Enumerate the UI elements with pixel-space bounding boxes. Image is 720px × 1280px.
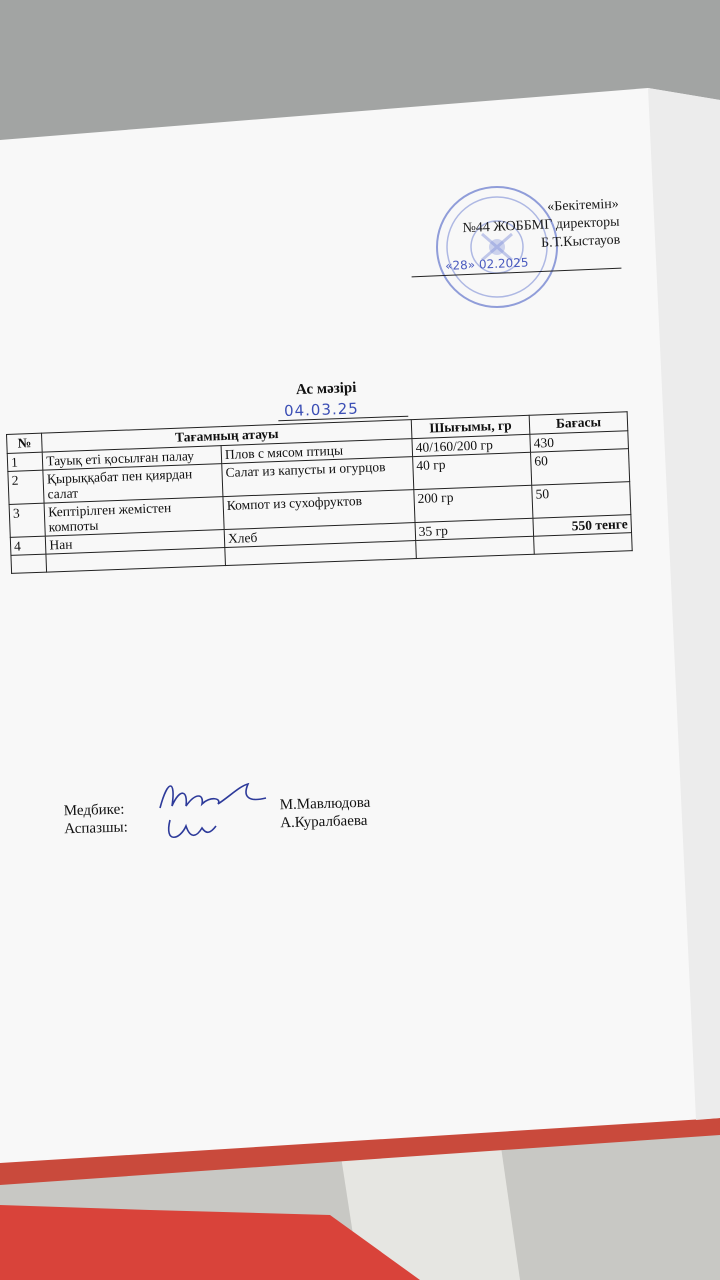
nurse-role: Медбике: [63, 801, 125, 820]
header-number: № [7, 433, 43, 453]
dish-name-ru: Компот из сухофруктов [223, 490, 415, 530]
approval-position: №44 ЖОББМГ директоры [462, 214, 620, 237]
dish-name-kz: Кептірілген жемістен компоты [44, 497, 224, 537]
total-price: 550 тенге [533, 515, 632, 537]
menu-table [6, 411, 633, 574]
approval-heading: «Бекітемін» [546, 196, 620, 215]
empty-cell [416, 536, 535, 558]
dish-price: 50 [532, 482, 631, 519]
dish-name-ru: Салат из капусты и огурцов [222, 457, 414, 497]
row-number: 3 [9, 503, 46, 537]
header-dish-name: Тағамның атауы [42, 420, 412, 453]
dish-yield: 35 гр [415, 518, 534, 540]
dish-price: 60 [531, 449, 630, 486]
empty-cell [11, 554, 47, 573]
dish-name-kz: Тауық еті қосылған палау [43, 446, 222, 471]
empty-cell [534, 533, 633, 555]
row-number: 2 [8, 470, 45, 504]
cook-role: Аспазшы: [64, 819, 129, 838]
nurse-name: М.Мавлюдова [279, 794, 371, 814]
dish-name-kz: Қырыққабат пен қиярдан салат [43, 464, 223, 504]
header-yield: Шығымы, гр [411, 415, 530, 438]
header-price: Бағасы [529, 412, 628, 435]
approval-block [409, 196, 622, 278]
dish-name-ru: Плов с мясом птицы [221, 439, 412, 464]
cook-name: А.Куралбаева [280, 812, 368, 832]
dish-yield: 40 гр [412, 452, 531, 489]
approval-date: «28» 02.2025 [411, 250, 622, 278]
row-number: 1 [7, 452, 43, 471]
dish-name-kz: Нан [46, 530, 225, 555]
approval-name: Б.Т.Кыстауов [540, 232, 621, 251]
dish-price: 430 [530, 431, 629, 453]
menu-date: 04.03.25 [278, 398, 409, 422]
row-number: 4 [10, 536, 46, 555]
dish-name-ru: Хлеб [224, 523, 415, 548]
menu-title: Ас мәзірі [295, 379, 357, 399]
dish-yield: 40/160/200 гр [412, 434, 531, 456]
dish-yield: 200 гр [414, 485, 533, 522]
